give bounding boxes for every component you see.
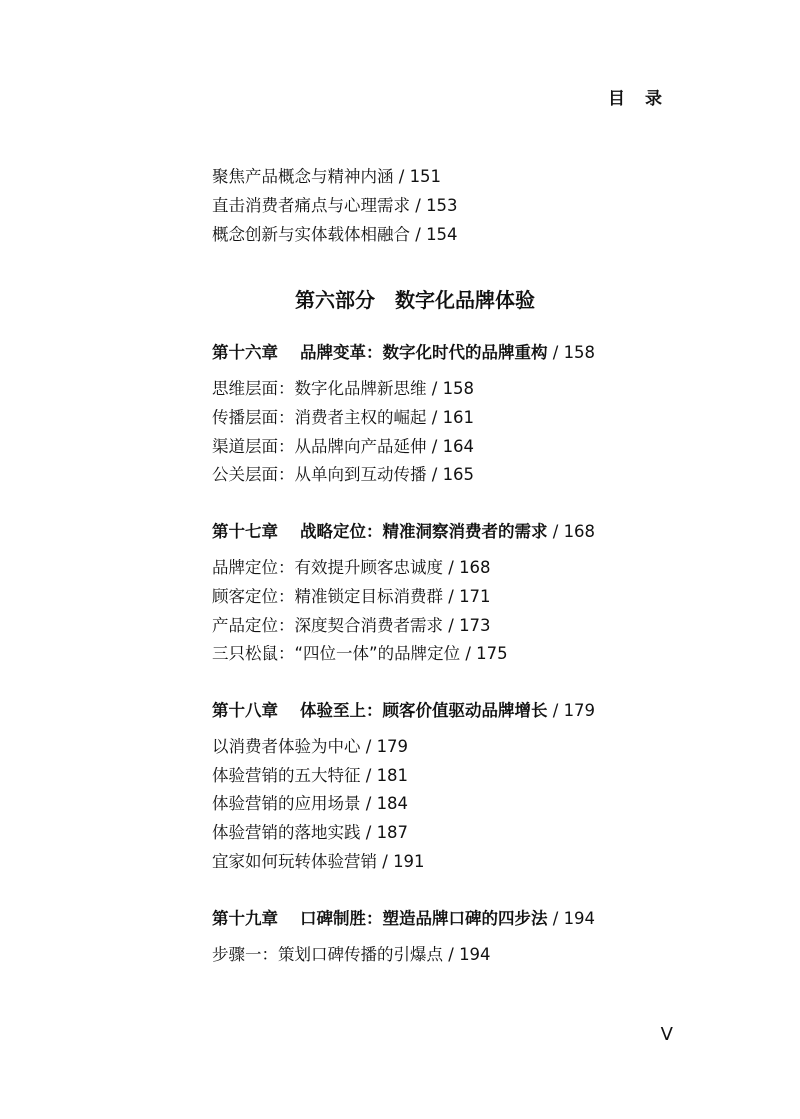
entry-page: 158 (442, 379, 475, 398)
entry-title: 品牌定位：有效提升顾客忠诚度 (212, 558, 443, 577)
entry-page: 179 (376, 737, 409, 756)
chapter-title: 战略定位：精准洞察消费者的需求 (300, 522, 548, 541)
entry-page: 173 (459, 616, 491, 635)
toc-entry[interactable]: 直击消费者痛点与心理需求 / 153 (212, 196, 458, 215)
chapter-title: 体验至上：顾客价值驱动品牌增长 (300, 701, 548, 720)
toc-entry[interactable]: 传播层面：消费者主权的崛起 / 161 (212, 408, 475, 427)
chapter-number: 第十八章 (212, 701, 278, 720)
entry-page: 187 (376, 823, 409, 842)
toc-entry[interactable]: 公关层面：从单向到互动传播 / 165 (212, 465, 475, 484)
chapter-page: 168 (563, 522, 596, 541)
chapter-page: 194 (563, 909, 596, 928)
entry-title: 渠道层面：从品牌向产品延伸 (212, 437, 427, 456)
toc-entry[interactable]: 以消费者体验为中心 / 179 (212, 737, 409, 756)
chapter-number: 第十九章 (212, 909, 278, 928)
chapter-heading-18[interactable]: 第十八章 体验至上：顾客价值驱动品牌增长 / 179 (212, 701, 596, 720)
entry-page: 168 (459, 558, 491, 577)
entry-title: 产品定位：深度契合消费者需求 (212, 616, 443, 635)
entry-page: 194 (459, 945, 491, 964)
entry-title: 思维层面：数字化品牌新思维 (212, 379, 427, 398)
entry-title: 顾客定位：精准锁定目标消费群 (212, 587, 443, 606)
chapter-page: 179 (563, 701, 596, 720)
entry-title: 体验营销的五大特征 (212, 766, 361, 785)
entry-page: 171 (459, 587, 491, 606)
toc-entry[interactable]: 渠道层面：从品牌向产品延伸 / 164 (212, 437, 475, 456)
chapter-page: 158 (563, 343, 596, 362)
entry-title: 步骤一：策划口碑传播的引爆点 (212, 945, 443, 964)
entry-title: 体验营销的应用场景 (212, 794, 361, 813)
entry-page: 161 (442, 408, 475, 427)
chapter-title: 品牌变革：数字化时代的品牌重构 (300, 343, 548, 362)
entry-title: 传播层面：消费者主权的崛起 (212, 408, 427, 427)
toc-entry[interactable]: 思维层面：数字化品牌新思维 / 158 (212, 379, 475, 398)
entry-title: 直击消费者痛点与心理需求 (212, 196, 410, 215)
chapter-number: 第十六章 (212, 343, 278, 362)
entry-title: 公关层面：从单向到互动传播 (212, 465, 427, 484)
toc-entry[interactable]: 体验营销的落地实践 / 187 (212, 823, 409, 842)
toc-entry[interactable]: 三只松鼠：“四位一体”的品牌定位 / 175 (212, 644, 508, 663)
toc-entry[interactable]: 宜家如何玩转体验营销 / 191 (212, 852, 425, 871)
entry-page: 151 (409, 167, 442, 186)
entry-page: 164 (442, 437, 475, 456)
chapter-title: 口碑制胜：塑造品牌口碑的四步法 (300, 909, 548, 928)
entry-page: 154 (426, 225, 458, 244)
entry-page: 184 (376, 794, 409, 813)
part-title-text: 数字化品牌体验 (395, 288, 535, 312)
entry-title: 概念创新与实体载体相融合 (212, 225, 410, 244)
entry-page: 153 (426, 196, 458, 215)
entry-title: 宜家如何玩转体验营销 (212, 852, 377, 871)
entry-title: 聚焦产品概念与精神内涵 (212, 167, 394, 186)
chapter-heading-19[interactable]: 第十九章 口碑制胜：塑造品牌口碑的四步法 / 194 (212, 909, 596, 928)
chapter-heading-16[interactable]: 第十六章 品牌变革：数字化时代的品牌重构 / 158 (212, 343, 596, 362)
toc-entry[interactable]: 产品定位：深度契合消费者需求 / 173 (212, 616, 491, 635)
toc-entry[interactable]: 概念创新与实体载体相融合 / 154 (212, 225, 458, 244)
toc-entry[interactable]: 体验营销的五大特征 / 181 (212, 766, 409, 785)
part-number: 第六部分 (295, 288, 375, 312)
entry-page: 175 (476, 644, 508, 663)
entry-title: 三只松鼠：“四位一体”的品牌定位 (212, 644, 461, 663)
chapter-number: 第十七章 (212, 522, 278, 541)
toc-entry[interactable]: 聚焦产品概念与精神内涵 / 151 (212, 167, 442, 186)
toc-entry[interactable]: 品牌定位：有效提升顾客忠诚度 / 168 (212, 558, 491, 577)
toc-entry[interactable]: 体验营销的应用场景 / 184 (212, 794, 409, 813)
toc-entry[interactable]: 步骤一：策划口碑传播的引爆点 / 194 (212, 945, 491, 964)
entry-page: 181 (376, 766, 409, 785)
entry-page: 191 (393, 852, 425, 871)
running-head: 目录 (608, 89, 682, 109)
entry-page: 165 (442, 465, 475, 484)
chapter-heading-17[interactable]: 第十七章 战略定位：精准洞察消费者的需求 / 168 (212, 522, 596, 541)
part-heading (0, 284, 800, 313)
entry-title: 体验营销的落地实践 (212, 823, 361, 842)
page-number: V (660, 1024, 673, 1045)
toc-entry[interactable]: 顾客定位：精准锁定目标消费群 / 171 (212, 587, 491, 606)
entry-title: 以消费者体验为中心 (212, 737, 361, 756)
